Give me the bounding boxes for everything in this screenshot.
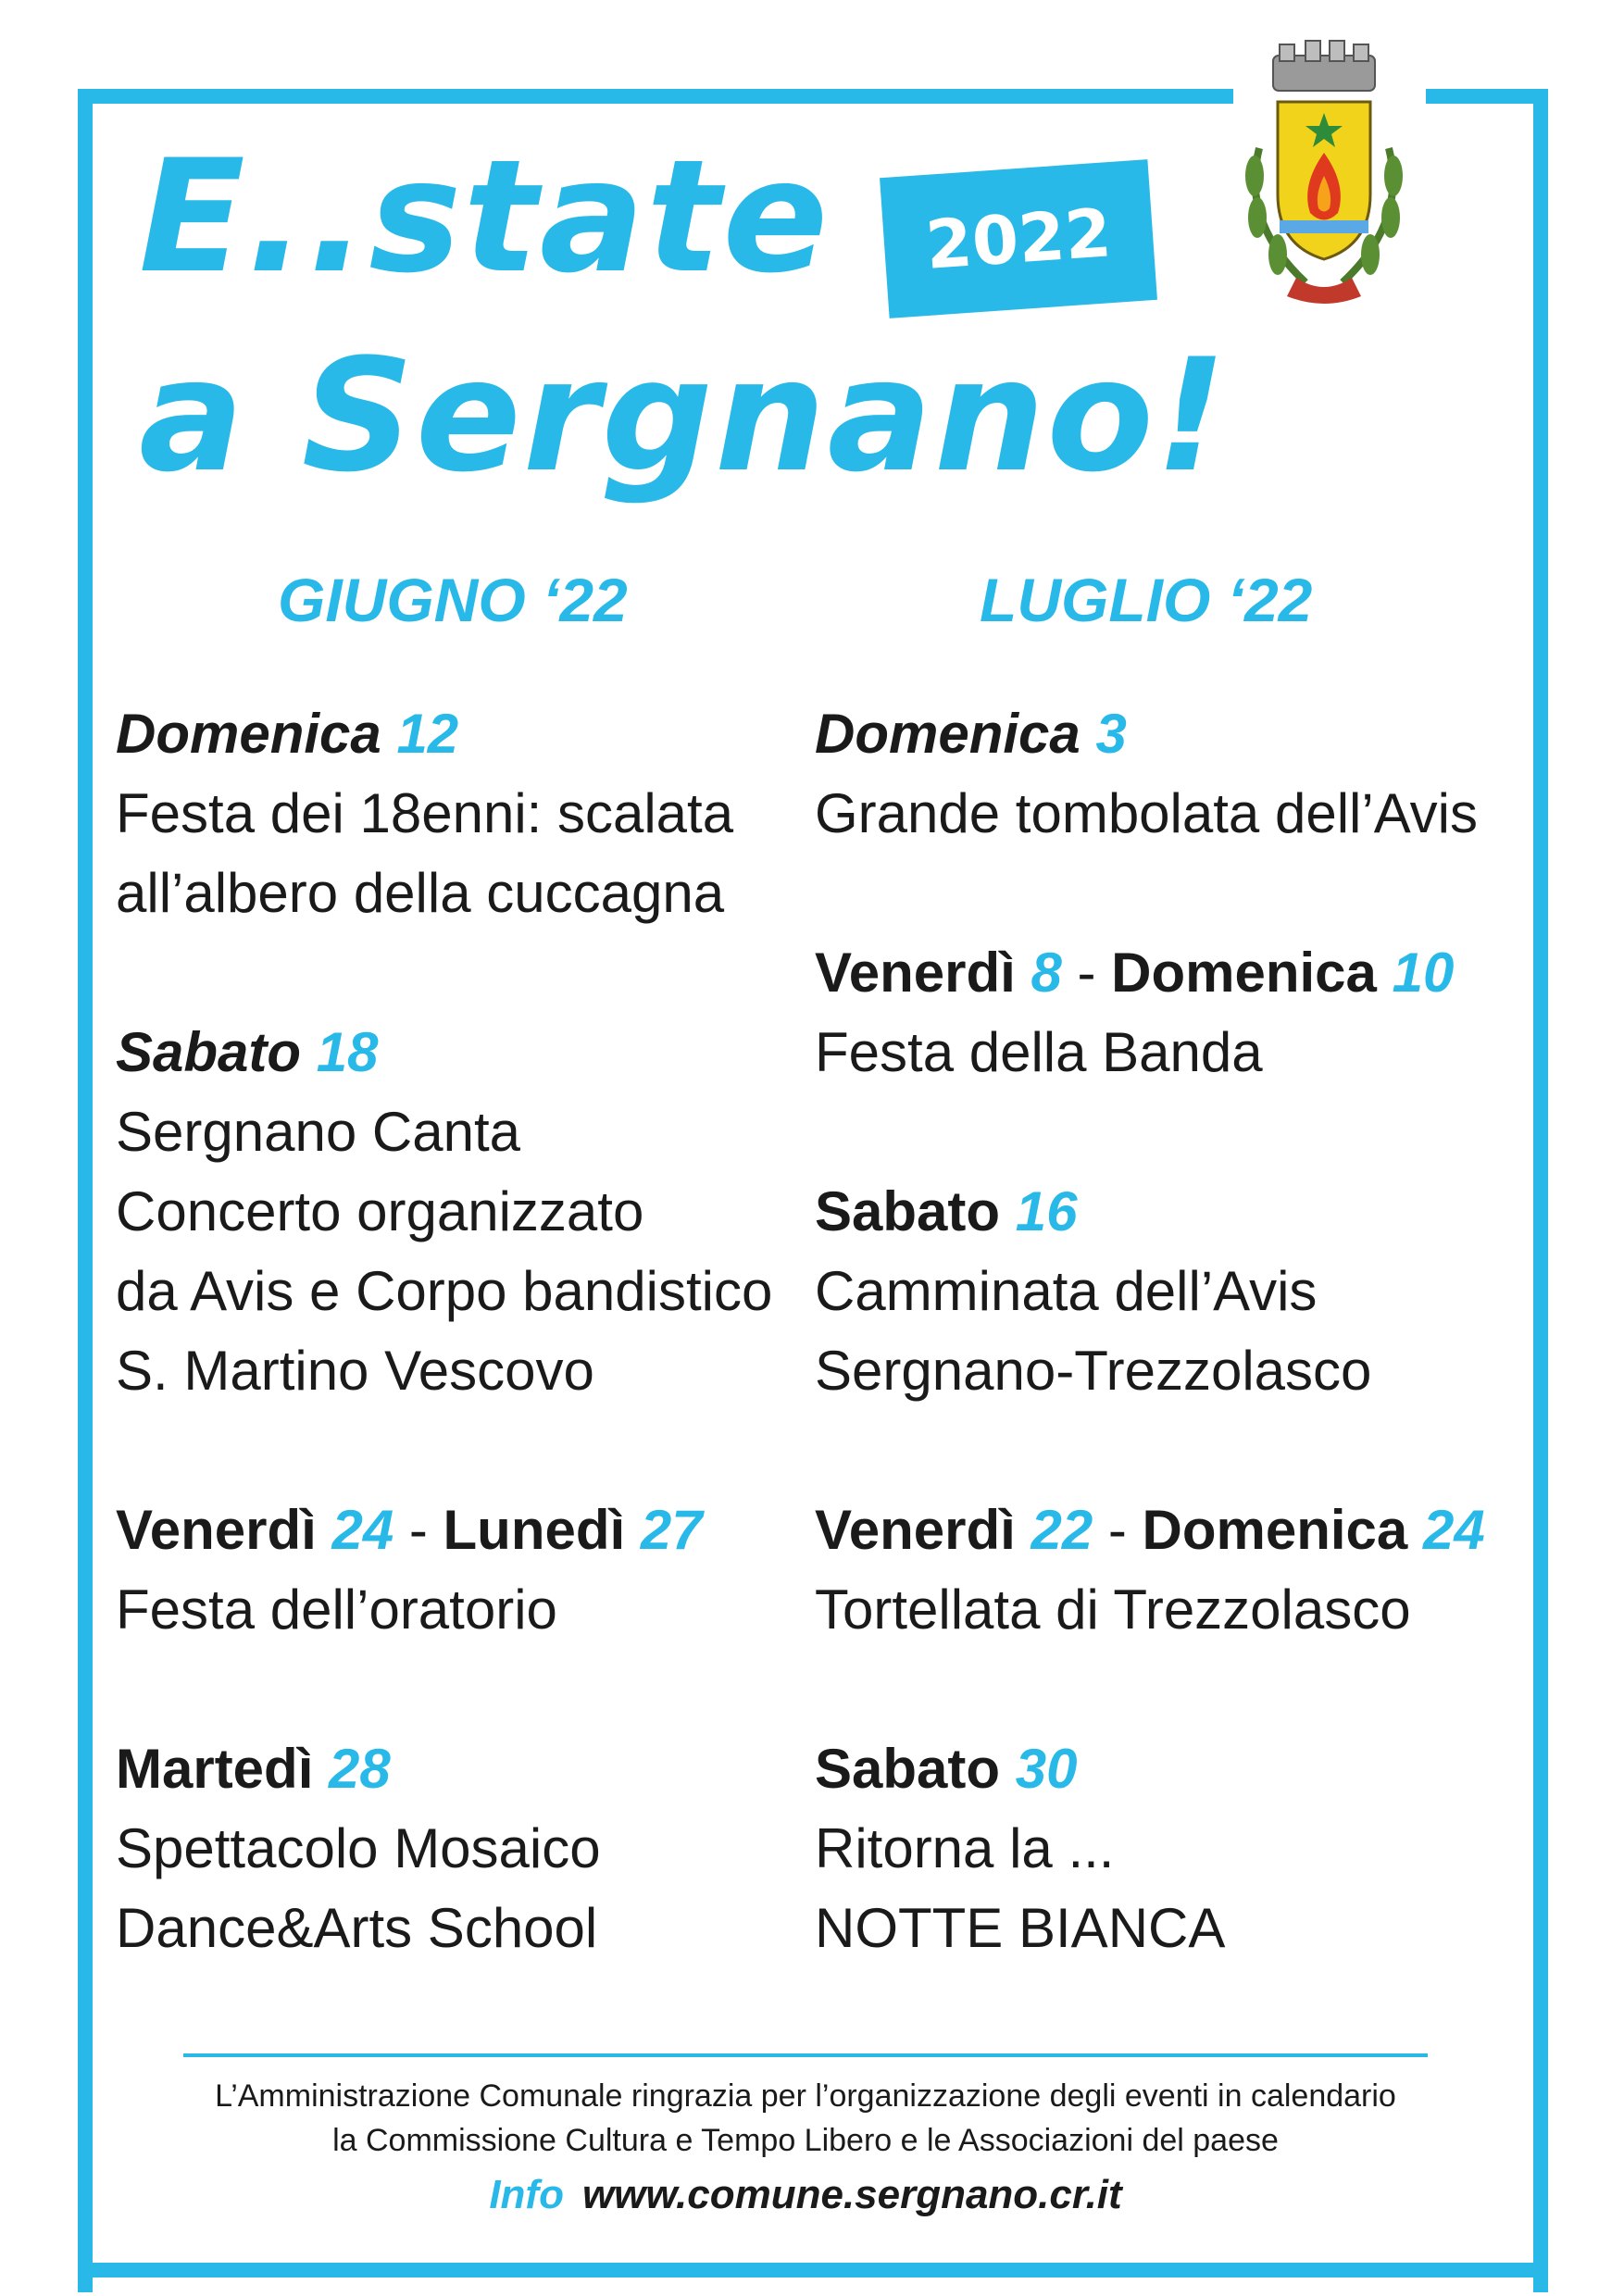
event-day: Sabato [116, 1021, 302, 1083]
event-description: Tortellata di Trezzolasco [815, 1578, 1411, 1641]
year-badge [880, 159, 1157, 318]
frame-top-right-border [1426, 89, 1548, 104]
event-day: Domenica [116, 703, 381, 765]
event-day: Domenica [815, 703, 1081, 765]
event-range-separator: - [394, 1499, 443, 1561]
event-description: Grande tombolata dell’Avis [815, 782, 1478, 844]
footer-thanks-line1: L’Amministrazione Comunale ringrazia per l’organizzazione degli eventi in calendario [215, 2078, 1396, 2114]
event-day-number: 3 [1095, 703, 1127, 765]
event-date [116, 1491, 819, 1570]
poster-title-line1: E..state [139, 126, 831, 307]
event-description: Festa della Banda [815, 1021, 1263, 1083]
event-june-1 [116, 694, 819, 933]
event-day-number-end: 10 [1392, 942, 1455, 1004]
footer-info [139, 2172, 1472, 2218]
june-heading: GIUGNO ‘22 [278, 566, 628, 634]
event-description: Festa dell’oratorio [116, 1578, 557, 1641]
event-july-2 [815, 933, 1528, 1092]
footer-thanks-line2: la Commissione Cultura e Tempo Libero e le Associazioni del paese [332, 2123, 1279, 2158]
event-date [116, 694, 819, 774]
event-date [815, 1172, 1528, 1252]
event-june-4 [116, 1729, 819, 1968]
event-july-3 [815, 1172, 1528, 1411]
event-june-3 [116, 1491, 819, 1650]
municipal-coat-of-arms-icon [1222, 37, 1426, 315]
event-description: Sergnano Canta Concerto organizzato da Avis e Corpo bandistico S. Martino Vescovo [116, 1101, 773, 1402]
event-day: Sabato [815, 1738, 1001, 1800]
event-day-end: Lunedì [443, 1499, 626, 1561]
event-day-number: 22 [1031, 1499, 1093, 1561]
event-day-number-end: 24 [1422, 1499, 1485, 1561]
event-description: Festa dei 18enni: scalata all’albero della cuccagna [116, 782, 734, 924]
event-day: Venerdì [116, 1499, 317, 1561]
event-day-number: 8 [1031, 942, 1062, 1004]
event-date [815, 1491, 1528, 1570]
event-june-2 [116, 1013, 819, 1411]
poster-title-line2: a Sergnano! [139, 325, 1229, 506]
event-day-end: Domenica [1111, 942, 1377, 1004]
event-july-4 [815, 1491, 1528, 1650]
event-date [116, 1013, 819, 1092]
event-date [116, 1729, 819, 1809]
event-day: Martedì [116, 1738, 314, 1800]
event-july-1 [815, 694, 1528, 854]
event-day: Venerdì [815, 942, 1016, 1004]
event-day-number-end: 27 [640, 1499, 703, 1561]
event-day-end: Domenica [1142, 1499, 1408, 1561]
july-events-column [815, 694, 1528, 2048]
info-label: Info [489, 2172, 564, 2217]
event-day-number: 28 [329, 1738, 391, 1800]
event-date [815, 694, 1528, 774]
footer-divider [183, 2053, 1428, 2057]
event-date [815, 1729, 1528, 1809]
event-range-separator: - [1061, 942, 1112, 1004]
event-description: Spettacolo Mosaico Dance&Arts School [116, 1817, 601, 1959]
event-day: Venerdì [815, 1499, 1016, 1561]
event-day-number: 30 [1015, 1738, 1078, 1800]
frame-bottom-border [78, 2263, 1548, 2277]
event-july-5 [815, 1729, 1528, 1968]
event-date [815, 933, 1528, 1013]
event-description: Ritorna la ... NOTTE BIANCA [815, 1817, 1226, 1959]
july-heading: LUGLIO ‘22 [980, 566, 1313, 634]
frame-left-border [78, 89, 93, 2292]
event-day-number: 12 [396, 703, 459, 765]
year-label: 2022 [923, 193, 1114, 284]
frame-right-border [1533, 89, 1548, 2292]
event-day-number: 16 [1015, 1180, 1078, 1242]
event-day-number: 18 [316, 1021, 379, 1083]
event-day: Sabato [815, 1180, 1001, 1242]
event-day-number: 24 [331, 1499, 394, 1561]
event-description: Camminata dell’Avis Sergnano-Trezzolasco [815, 1260, 1372, 1402]
info-website-link[interactable]: www.comune.sergnano.cr.it [581, 2172, 1122, 2217]
event-range-separator: - [1093, 1499, 1143, 1561]
frame-top-left-border [78, 89, 1233, 104]
june-events-column [116, 694, 819, 2048]
